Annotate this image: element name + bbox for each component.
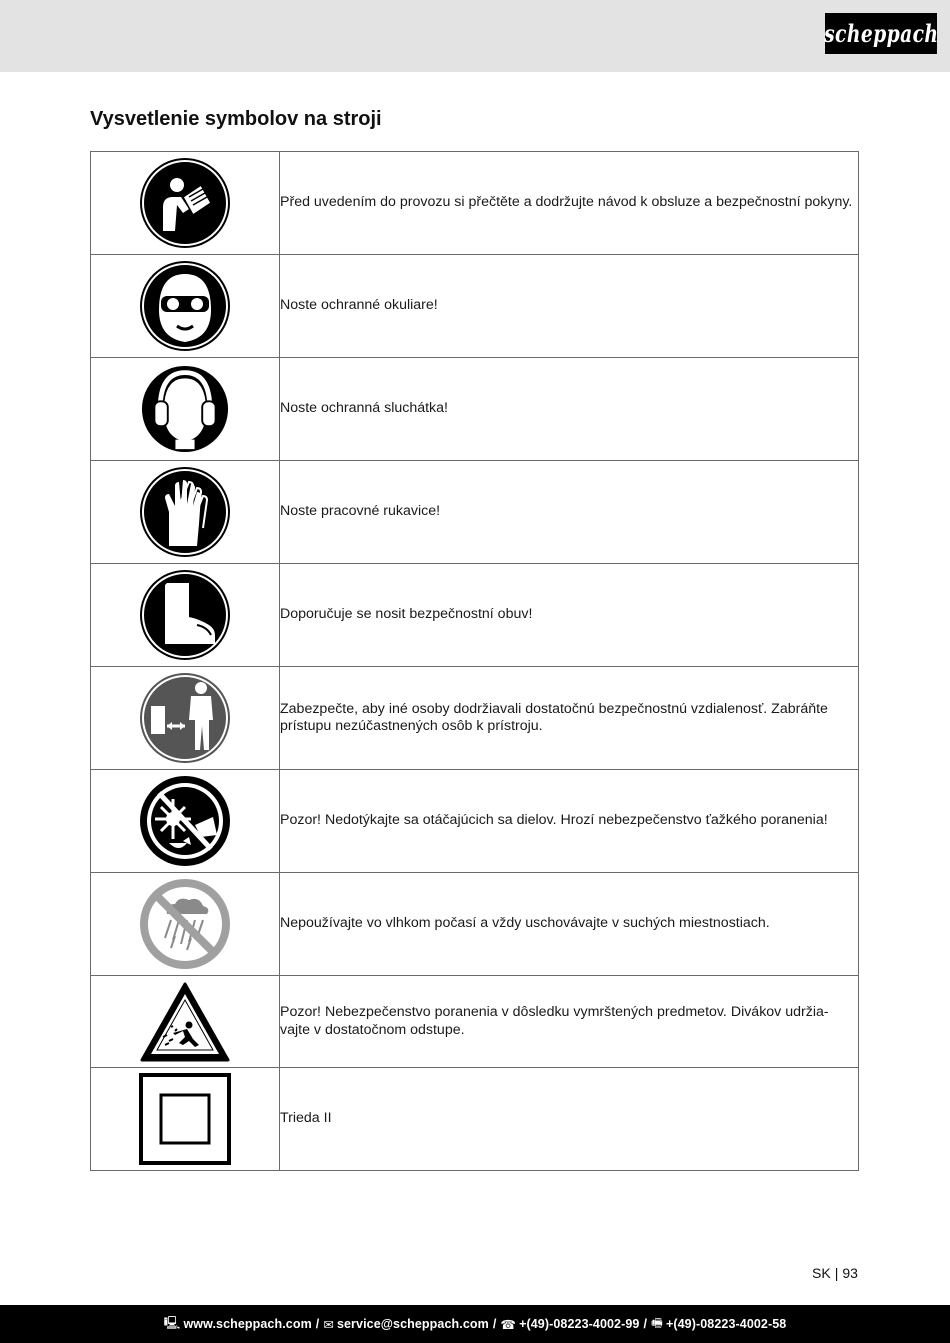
table-row — [91, 1068, 859, 1171]
row-text: Zabezpečte, aby iné osoby dodržiavali dostatočnú bezpečnostnú vzdialenosť. Zabráňte prístupu nezúčastnených osôb k prístroju. — [280, 667, 859, 770]
page-lang: SK — [812, 1265, 831, 1281]
fax-icon: 🖷 — [651, 1315, 663, 1330]
footer-email[interactable]: service@scheppach.com — [336, 1317, 489, 1331]
footer-website[interactable]: www.scheppach.com — [183, 1317, 312, 1331]
row-text: Doporučuje se nosit bezpečnostní obuv! — [280, 564, 859, 667]
envelope-icon: ✉ — [323, 1317, 334, 1332]
table-row — [91, 152, 859, 255]
table-row — [91, 358, 859, 461]
row-text: Pozor! Nebezpečenstvo poranenia v dôsledku vymrštených predmetov. Divákov udržia-vajte v dostatočnom odstupe. — [280, 976, 859, 1068]
logo-text: scheppach — [823, 19, 939, 48]
table-row — [91, 770, 859, 873]
page-separator: | — [834, 1265, 839, 1281]
safety-goggles-icon — [139, 260, 231, 352]
scheppach-logo — [825, 13, 937, 54]
row-text: Před uvedením do provozu si přečtěte a dodržujte návod k obsluze a bezpečnostní pokyny. — [280, 152, 859, 255]
table-row — [91, 667, 859, 770]
table-row — [91, 461, 859, 564]
page-number — [812, 1265, 858, 1281]
footer-phone: +(49)-08223-4002-99 — [519, 1317, 640, 1331]
row-text: Nepoužívajte vo vlhkom počasí a vždy uschovávajte v suchých miestnostiach. — [280, 873, 859, 976]
no-touch-rotating-parts-icon — [139, 775, 231, 867]
symbols-table — [90, 151, 859, 1171]
page-num: 93 — [842, 1265, 858, 1281]
row-text: Noste ochranné okuliare! — [280, 255, 859, 358]
page-title: Vysvetlenie symbolov na stroji — [90, 108, 382, 130]
ear-protection-icon — [141, 365, 229, 453]
footer-separator: / — [492, 1317, 497, 1331]
work-gloves-icon — [139, 466, 231, 558]
read-manual-icon — [139, 157, 231, 249]
footer-separator: / — [315, 1317, 320, 1331]
table-row — [91, 255, 859, 358]
row-text: Noste ochranná sluchátka! — [280, 358, 859, 461]
footer-separator: / — [643, 1317, 648, 1331]
row-text: Pozor! Nedotýkajte sa otáčajúcich sa dielov. Hrozí nebezpečenstvo ťažkého poranenia! — [280, 770, 859, 873]
header-band — [0, 0, 950, 72]
safety-boots-icon — [139, 569, 231, 661]
row-text: Noste pracovné rukavice! — [280, 461, 859, 564]
monitor-icon: 🖳 — [163, 1315, 181, 1330]
phone-icon: ☎ — [500, 1317, 517, 1332]
keep-distance-icon — [139, 672, 231, 764]
table-row — [91, 976, 859, 1068]
table-row — [91, 564, 859, 667]
footer-bar — [0, 1305, 950, 1343]
table-row — [91, 873, 859, 976]
protection-class-ii-icon — [139, 1073, 231, 1165]
footer-fax: +(49)-08223-4002-58 — [665, 1317, 787, 1331]
flying-debris-warning-icon — [139, 981, 231, 1063]
no-rain-icon — [139, 878, 231, 970]
row-text: Trieda II — [280, 1068, 859, 1171]
